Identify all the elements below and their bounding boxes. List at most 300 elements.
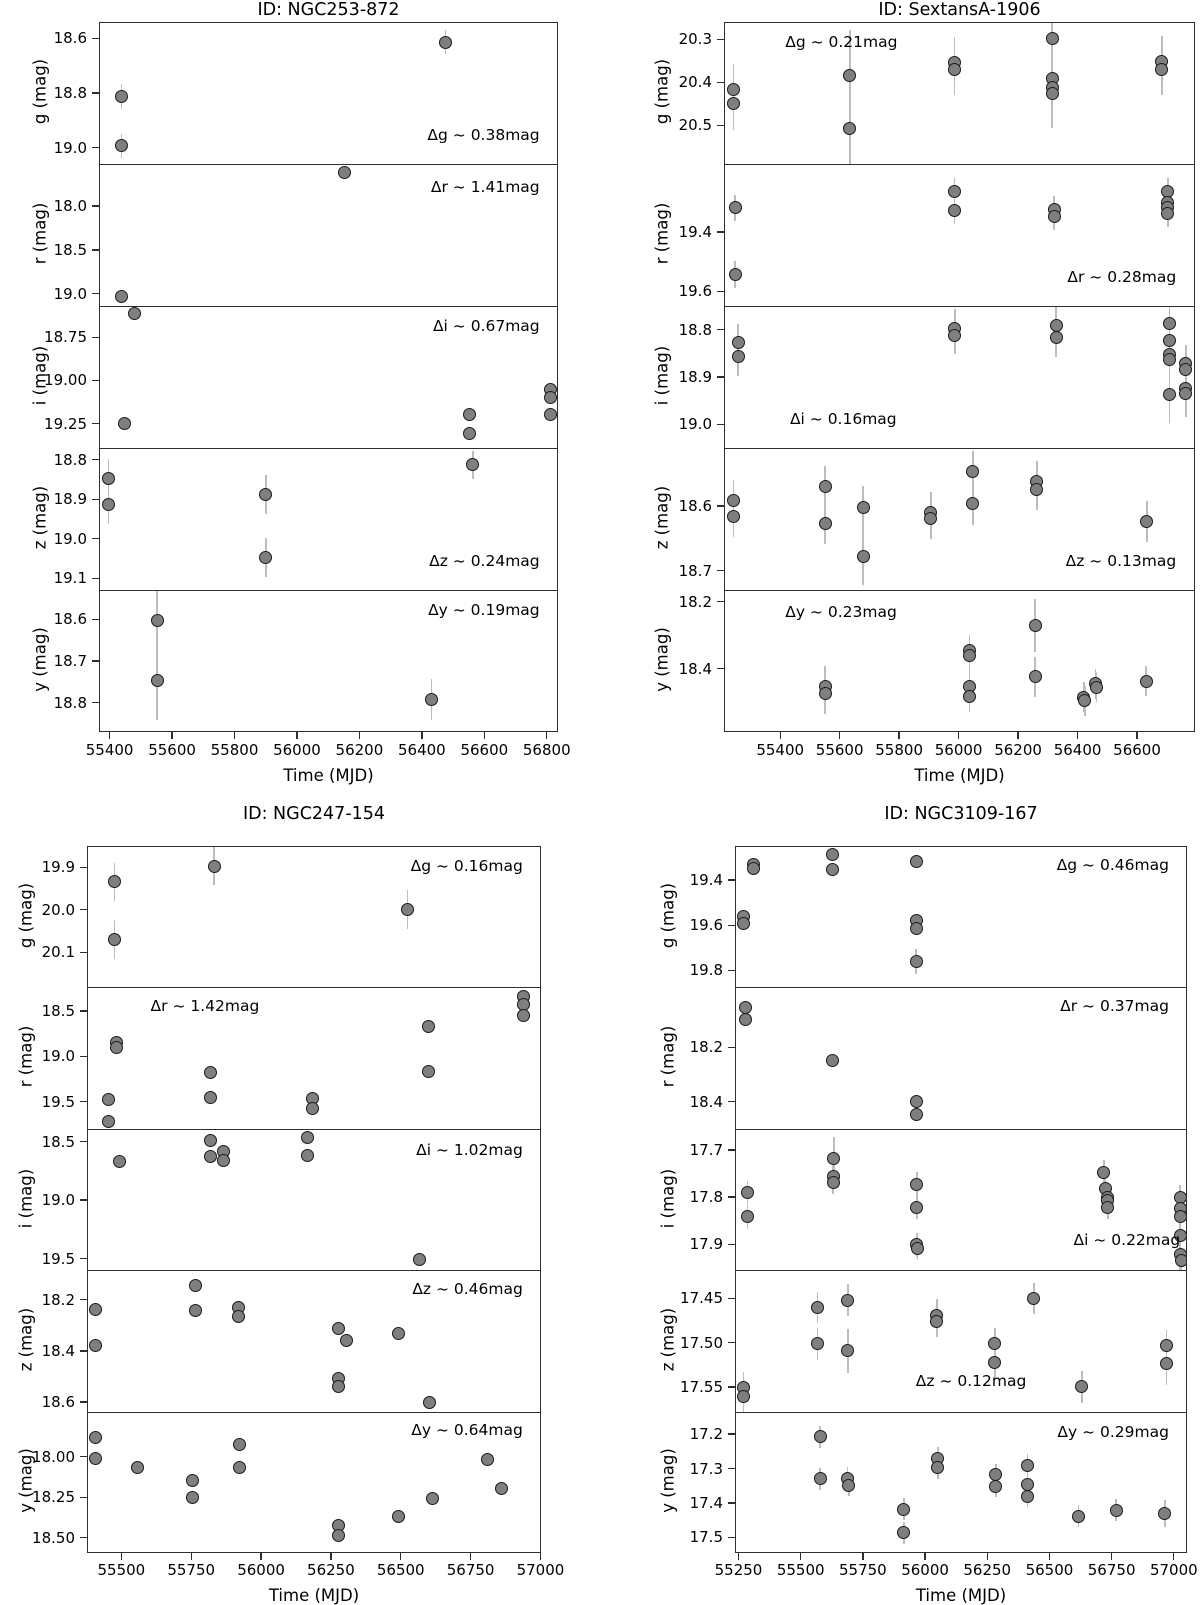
data-point (463, 427, 476, 440)
x-tick-mark (1136, 732, 1137, 739)
y-tick-label: 19.9 (41, 858, 75, 877)
data-point (948, 185, 961, 198)
x-tick-mark (234, 732, 235, 739)
x-tick-label: 56000 (934, 741, 983, 759)
data-point (1046, 87, 1059, 100)
y-tick-mark (80, 1497, 87, 1498)
data-point (1140, 675, 1153, 688)
y-tick-mark (717, 376, 724, 377)
data-point (232, 1310, 245, 1323)
data-point (332, 1380, 345, 1393)
y-tick-mark (92, 92, 99, 93)
annotation-delta-r: Δr ~ 0.28mag (1067, 267, 1177, 286)
y-tick-label: 18.75 (44, 328, 87, 347)
data-point (1174, 1210, 1187, 1223)
y-tick-mark (728, 879, 735, 880)
y-tick-mark (92, 423, 99, 424)
data-point (910, 855, 923, 868)
y-tick-label: 18.50 (32, 1528, 75, 1547)
data-point (1175, 1254, 1187, 1267)
chart-title: ID: NGC253-872 (257, 0, 400, 20)
x-axis-label: Time (MJD) (914, 766, 1005, 785)
y-tick-mark (728, 1196, 735, 1197)
data-point (413, 1253, 426, 1266)
y-tick-label: 20.0 (41, 900, 75, 919)
y-tick-label: 18.25 (32, 1488, 75, 1507)
annotation-delta-g: Δg ~ 0.46mag (1056, 855, 1169, 874)
x-tick-mark (260, 1553, 261, 1560)
data-point (108, 875, 121, 888)
y-tick-mark (717, 570, 724, 571)
y-tick-mark (92, 38, 99, 39)
y-axis-label-z: z (mag) (658, 1307, 678, 1372)
data-point (1021, 1459, 1034, 1472)
annotation-delta-g: Δg ~ 0.38mag (427, 125, 540, 144)
data-point (827, 1176, 840, 1189)
x-tick-mark (800, 1553, 801, 1560)
y-axis-label-i: i (mag) (658, 1168, 678, 1228)
data-point (727, 510, 740, 523)
data-point (189, 1279, 202, 1292)
data-point (1179, 387, 1192, 400)
data-point (1050, 331, 1063, 344)
data-point (151, 614, 164, 627)
y-axis-label-g: g (mag) (30, 58, 50, 125)
data-point (814, 1472, 827, 1485)
y-tick-mark (80, 1299, 87, 1300)
y-axis-label-i: i (mag) (30, 345, 50, 406)
x-tick-mark (738, 1553, 739, 1560)
x-tick-label: 55400 (85, 741, 134, 759)
x-tick-mark (958, 732, 959, 739)
y-axis-label-r: r (mag) (30, 202, 50, 265)
y-axis-label-z: z (mag) (652, 485, 672, 550)
data-point (204, 1066, 217, 1079)
annotation-delta-z: Δz ~ 0.24mag (429, 551, 540, 570)
data-point (1075, 1380, 1088, 1393)
annotation-delta-y: Δy ~ 0.19mag (428, 601, 540, 620)
data-point (732, 350, 745, 363)
data-point (481, 1453, 494, 1466)
data-point (463, 408, 476, 421)
x-tick-mark (121, 1553, 122, 1560)
y-tick-mark (92, 702, 99, 703)
y-tick-mark (717, 505, 724, 506)
data-point (739, 1013, 752, 1026)
annotation-delta-g: Δg ~ 0.21mag (785, 33, 898, 52)
x-tick-mark (171, 732, 172, 739)
data-point (392, 1510, 405, 1523)
data-point (966, 497, 979, 510)
y-tick-mark (92, 499, 99, 500)
y-tick-mark (80, 1258, 87, 1259)
data-point (1158, 1507, 1171, 1520)
x-tick-mark (421, 732, 422, 739)
annotation-delta-y: Δy ~ 0.23mag (785, 602, 897, 621)
y-tick-mark (717, 39, 724, 40)
annotation-delta-y: Δy ~ 0.29mag (1057, 1422, 1169, 1441)
data-point (843, 69, 856, 82)
y-tick-label: 18.4 (678, 659, 712, 678)
x-tick-mark (862, 1553, 863, 1560)
data-point (826, 848, 839, 861)
y-axis-label-r: r (mag) (16, 1025, 36, 1088)
y-tick-mark (717, 424, 724, 425)
annotation-delta-i: Δi ~ 0.67mag (432, 317, 540, 336)
data-point (1046, 32, 1059, 45)
y-tick-mark (728, 925, 735, 926)
data-point (1027, 1292, 1040, 1305)
data-point (1090, 681, 1103, 694)
data-point (301, 1131, 314, 1144)
data-point (204, 1091, 217, 1104)
y-tick-mark (717, 125, 724, 126)
y-tick-mark (80, 1141, 87, 1142)
x-tick-mark (296, 732, 297, 739)
y-axis-label-i: i (mag) (652, 345, 672, 406)
y-tick-label: 19.8 (689, 961, 723, 980)
data-point (259, 488, 272, 501)
x-tick-label: 55400 (756, 741, 805, 759)
data-point (1029, 670, 1042, 683)
x-tick-mark (1017, 732, 1018, 739)
y-tick-label: 18.5 (53, 240, 87, 259)
y-tick-mark (728, 1149, 735, 1150)
y-tick-mark (80, 1010, 87, 1011)
data-point (826, 1054, 839, 1067)
y-axis-label-g: g (mag) (16, 882, 36, 948)
data-point (544, 391, 557, 404)
data-point (102, 472, 115, 485)
y-tick-label: 17.9 (689, 1235, 723, 1254)
data-point (89, 1303, 102, 1316)
y-axis-label-r: r (mag) (652, 202, 672, 265)
annotation-delta-r: Δr ~ 1.41mag (430, 178, 540, 197)
data-point (1078, 694, 1091, 707)
y-tick-label: 19.5 (41, 1249, 75, 1268)
data-point (128, 307, 141, 320)
data-point (1030, 483, 1043, 496)
data-point (108, 933, 121, 946)
y-tick-mark (80, 1101, 87, 1102)
data-point (115, 139, 128, 152)
y-tick-mark (92, 205, 99, 206)
x-tick-label: 55600 (815, 741, 864, 759)
data-point (233, 1461, 246, 1474)
x-tick-label: 55750 (839, 1561, 887, 1579)
data-point (1163, 388, 1176, 401)
data-point (966, 465, 979, 478)
y-tick-mark (80, 1401, 87, 1402)
data-point (727, 494, 740, 507)
data-point (841, 1294, 854, 1307)
x-tick-mark (987, 1553, 988, 1560)
data-point (732, 336, 745, 349)
y-tick-label: 19.0 (53, 529, 87, 548)
y-tick-mark (728, 1244, 735, 1245)
x-tick-mark (898, 732, 899, 739)
x-tick-label: 55250 (714, 1561, 763, 1579)
data-point (544, 408, 557, 421)
x-tick-label: 55500 (97, 1561, 146, 1579)
x-tick-label: 56000 (237, 1561, 285, 1579)
y-axis-label-y: y (mag) (658, 1448, 678, 1514)
y-tick-mark (728, 1468, 735, 1469)
y-tick-label: 17.55 (680, 1377, 723, 1396)
data-point (102, 1093, 115, 1106)
data-point (1029, 619, 1042, 632)
data-point (233, 1438, 246, 1451)
x-tick-label: 56500 (376, 1561, 425, 1579)
y-axis-label-i: i (mag) (16, 1168, 36, 1228)
data-point (1179, 363, 1192, 376)
x-axis-label: Time (MJD) (915, 1586, 1007, 1605)
y-tick-label: 18.2 (689, 1038, 723, 1057)
chart-title: ID: NGC3109-167 (884, 804, 1038, 824)
x-tick-label: 55500 (776, 1561, 825, 1579)
data-point (332, 1529, 345, 1542)
y-tick-label: 18.6 (678, 497, 712, 516)
data-point (741, 1186, 754, 1199)
data-point (841, 1344, 854, 1357)
x-tick-mark (400, 1553, 401, 1560)
data-point (89, 1339, 102, 1352)
data-point (1155, 63, 1168, 76)
data-point (727, 83, 740, 96)
annotation-delta-i: Δi ~ 0.22mag (1073, 1230, 1181, 1249)
data-point (857, 550, 870, 563)
y-tick-label: 18.5 (41, 1132, 75, 1151)
y-tick-label: 19.0 (678, 415, 712, 434)
data-point (466, 458, 479, 471)
data-point (1101, 1201, 1114, 1214)
x-tick-mark (780, 732, 781, 739)
data-point (204, 1134, 217, 1147)
y-tick-mark (728, 1101, 735, 1102)
y-tick-label: 19.0 (41, 1191, 75, 1210)
y-tick-mark (92, 619, 99, 620)
y-tick-mark (728, 1047, 735, 1048)
data-point (814, 1430, 827, 1443)
x-tick-mark (1077, 732, 1078, 739)
data-point (1160, 1339, 1173, 1352)
chart-title: ID: NGC247-154 (242, 804, 386, 824)
data-point (842, 1479, 855, 1492)
data-point (151, 674, 164, 687)
y-tick-label: 18.7 (678, 561, 712, 580)
y-tick-mark (92, 660, 99, 661)
data-point (217, 1154, 230, 1167)
y-tick-mark (728, 1386, 735, 1387)
x-tick-mark (924, 1553, 925, 1560)
data-point (910, 1201, 923, 1214)
data-point (948, 204, 961, 217)
y-axis-label-z: z (mag) (16, 1307, 36, 1372)
y-tick-mark (728, 1342, 735, 1343)
data-point (1021, 1490, 1034, 1503)
data-point (115, 90, 128, 103)
data-point (204, 1150, 217, 1163)
y-tick-label: 18.8 (53, 84, 87, 102)
x-tick-mark (191, 1553, 192, 1560)
y-tick-mark (717, 601, 724, 602)
x-axis-label: Time (MJD) (283, 766, 374, 785)
y-tick-mark (80, 909, 87, 910)
data-point (819, 480, 832, 493)
data-point (301, 1149, 314, 1162)
y-axis-label-g: g (mag) (658, 882, 678, 948)
y-tick-mark (717, 82, 724, 83)
y-axis-label-g: g (mag) (652, 58, 672, 125)
y-tick-label: 19.0 (41, 1047, 75, 1066)
y-tick-mark (717, 231, 724, 232)
data-point (737, 917, 750, 930)
x-tick-mark (330, 1553, 331, 1560)
y-tick-label: 19.4 (678, 223, 712, 242)
y-tick-label: 18.00 (32, 1447, 75, 1466)
y-axis-label-z: z (mag) (30, 485, 50, 550)
x-tick-label: 56000 (901, 1561, 949, 1579)
y-tick-mark (717, 329, 724, 330)
annotation-delta-i: Δi ~ 0.16mag (789, 409, 897, 428)
y-tick-label: 19.4 (689, 870, 723, 889)
x-tick-label: 57000 (516, 1561, 565, 1579)
data-point (1072, 1510, 1085, 1523)
y-tick-label: 18.0 (53, 197, 87, 216)
data-point (729, 268, 742, 281)
y-tick-label: 17.45 (680, 1289, 723, 1308)
y-tick-label: 19.0 (53, 284, 87, 303)
data-point (189, 1304, 202, 1317)
data-point (910, 1108, 923, 1121)
data-point (819, 687, 832, 700)
y-tick-label: 18.6 (53, 29, 87, 48)
y-tick-label: 17.8 (689, 1188, 723, 1207)
x-tick-label: 55600 (148, 741, 196, 759)
y-tick-label: 20.1 (41, 943, 75, 962)
data-point (948, 329, 961, 342)
data-point (102, 1115, 115, 1128)
annotation-delta-z: Δz ~ 0.46mag (412, 1279, 523, 1298)
data-point (338, 166, 351, 179)
y-tick-label: 20.5 (678, 116, 712, 135)
y-tick-mark (80, 867, 87, 868)
annotation-delta-z: Δz ~ 0.13mag (1065, 551, 1177, 570)
x-tick-label: 56200 (335, 741, 384, 759)
y-tick-label: 19.6 (689, 916, 723, 935)
x-tick-label: 56200 (994, 741, 1042, 759)
y-tick-label: 18.8 (53, 693, 87, 712)
y-tick-mark (92, 538, 99, 539)
y-tick-label: 18.7 (53, 652, 87, 670)
y-tick-label: 19.0 (53, 138, 87, 157)
data-point (332, 1322, 345, 1335)
annotation-delta-r: Δr ~ 1.42mag (150, 997, 260, 1016)
x-tick-mark (1049, 1553, 1050, 1560)
data-point (910, 955, 923, 968)
y-tick-label: 17.2 (689, 1425, 723, 1444)
data-point (811, 1337, 824, 1350)
y-tick-mark (92, 293, 99, 294)
x-axis-label: Time (MJD) (268, 1586, 360, 1605)
y-tick-label: 20.3 (678, 30, 712, 49)
data-point (1163, 317, 1176, 330)
y-tick-label: 17.4 (689, 1493, 723, 1512)
y-tick-mark (92, 337, 99, 338)
x-tick-mark (484, 732, 485, 739)
data-point (963, 690, 976, 703)
data-point (208, 860, 221, 873)
data-point (988, 1356, 1001, 1369)
data-point (401, 903, 414, 916)
data-point (843, 122, 856, 135)
data-point (131, 1461, 144, 1474)
data-point (425, 693, 438, 706)
data-point (729, 201, 742, 214)
x-tick-mark (1173, 1553, 1174, 1560)
y-tick-mark (92, 249, 99, 250)
x-tick-mark (109, 732, 110, 739)
data-point (739, 1001, 752, 1014)
data-point (911, 1242, 924, 1255)
annotation-delta-y: Δy ~ 0.64mag (411, 1421, 523, 1440)
data-point (910, 1095, 923, 1108)
data-point (910, 1178, 923, 1191)
data-point (1140, 515, 1153, 528)
x-tick-mark (470, 1553, 471, 1560)
x-tick-label: 55750 (167, 1561, 216, 1579)
x-tick-label: 56400 (398, 741, 446, 759)
y-tick-mark (728, 1298, 735, 1299)
y-tick-mark (728, 1433, 735, 1434)
y-tick-mark (80, 1350, 87, 1351)
data-point (737, 1390, 750, 1403)
y-tick-mark (717, 668, 724, 669)
y-tick-mark (728, 1502, 735, 1503)
y-tick-label: 17.5 (689, 1528, 723, 1547)
y-axis-label-y: y (mag) (30, 627, 50, 692)
annotation-delta-r: Δr ~ 0.37mag (1060, 997, 1169, 1016)
data-point (422, 1065, 435, 1078)
x-tick-label: 55800 (875, 741, 923, 759)
y-tick-label: 18.2 (41, 1290, 75, 1309)
y-tick-mark (92, 380, 99, 381)
y-axis-label-y: y (mag) (16, 1448, 36, 1514)
y-tick-label: 18.6 (41, 1393, 75, 1412)
y-tick-mark (80, 1199, 87, 1200)
y-tick-label: 20.4 (678, 73, 712, 92)
data-point (392, 1327, 405, 1340)
data-point (857, 501, 870, 514)
data-point (826, 863, 839, 876)
data-point (1160, 1357, 1173, 1370)
data-point (989, 1480, 1002, 1493)
y-axis-label-r: r (mag) (658, 1025, 678, 1088)
data-point (118, 417, 131, 430)
data-point (1097, 1166, 1110, 1179)
y-tick-label: 18.6 (53, 610, 87, 629)
data-point (1161, 207, 1174, 220)
x-tick-label: 56250 (307, 1561, 355, 1579)
subplot-band-z (735, 1270, 1187, 1411)
data-point (1048, 210, 1061, 223)
data-point (963, 649, 976, 662)
x-tick-label: 56750 (446, 1561, 495, 1579)
data-point (89, 1431, 102, 1444)
data-point (1163, 353, 1176, 366)
y-tick-mark (80, 1056, 87, 1057)
x-tick-label: 56600 (1113, 741, 1161, 759)
